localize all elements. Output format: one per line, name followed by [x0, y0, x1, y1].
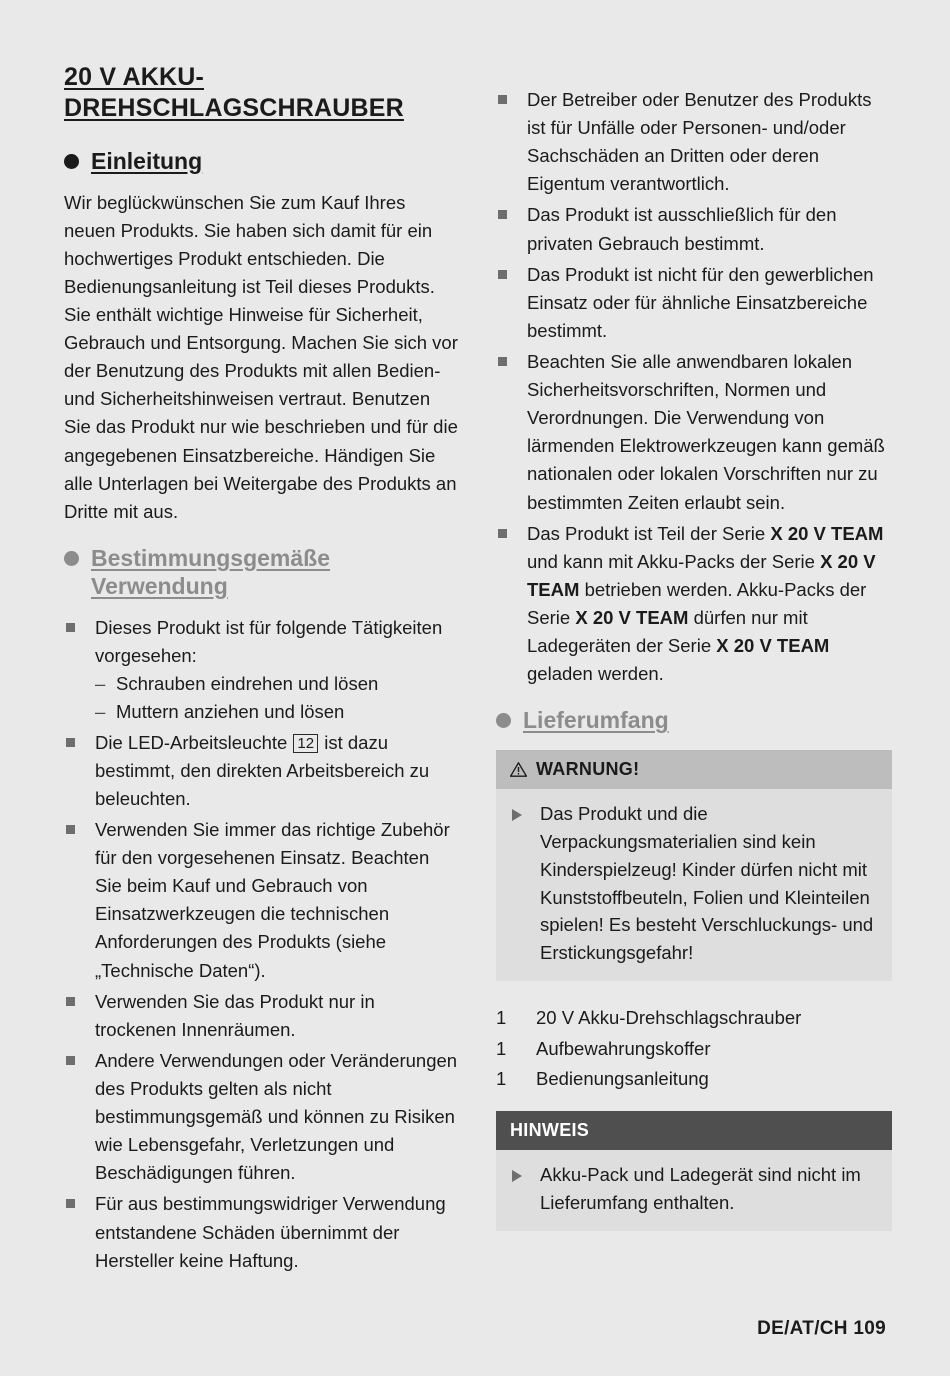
scope-item-qty: 1 [496, 1037, 507, 1059]
list-item [64, 614, 460, 726]
heading-intended-use-label [91, 544, 330, 600]
list-item-text-part1: Die LED-Arbeitsleuchte [95, 731, 288, 753]
page-title: 20 V AKKU-DREHSCHLAGSCHRAUBER [64, 63, 404, 123]
bullet-dot-icon [64, 551, 79, 566]
series-name-2: X 20 V TEAM [527, 550, 876, 600]
warning-box [496, 750, 892, 981]
scope-item-name: 20 V Akku-Drehschlagschrauber [536, 1006, 802, 1028]
series-text-3: betrieben werden. Akku-Packs der Serie [527, 578, 867, 628]
table-row [496, 1003, 801, 1034]
series-text-2: und kann mit Akku-Packs der Serie [527, 550, 815, 572]
notice-box [496, 1111, 892, 1231]
list-item: Akku-Pack und Ladegerät sind nicht im Lieferumfang enthalten. [510, 1161, 878, 1217]
list-item-text: Dieses Produkt ist für folgende Tätigkeiten vorgesehen: [95, 616, 443, 667]
warning-box-header [496, 750, 892, 789]
list-item [64, 729, 460, 813]
part-reference-box: 12 [293, 734, 318, 753]
heading-intended-use-line2: Verwendung [91, 572, 228, 599]
table-row [496, 1034, 801, 1065]
warning-list [510, 800, 878, 967]
page-footer: DE/AT/CH 109 [757, 1318, 886, 1339]
list-item [496, 520, 892, 689]
series-name-1: X 20 V TEAM [770, 522, 884, 544]
scope-item-qty: 1 [496, 1068, 507, 1090]
intended-use-sublist [95, 670, 460, 726]
heading-einleitung-label: Einleitung [91, 147, 203, 174]
list-item: Der Betreiber oder Benutzer des Produkts ist für Unfälle oder Personen- und/oder Sachschäden an Dritten oder deren Eigentum verantwortlich. [496, 86, 892, 198]
notice-box-label: HINWEIS [510, 1120, 590, 1141]
right-column [496, 62, 892, 1231]
warning-box-label: WARNUNG! [536, 759, 640, 780]
list-item: Verwenden Sie das Produkt nur in trockenen Innenräumen. [64, 988, 460, 1044]
list-item: Das Produkt ist ausschließlich für den privaten Gebrauch bestimmt. [496, 201, 892, 257]
scope-item-name: Bedienungsanleitung [536, 1068, 709, 1090]
series-text-1: Das Produkt ist Teil der Serie [527, 522, 766, 544]
heading-einleitung [64, 147, 460, 175]
series-text-5: geladen werden. [527, 663, 664, 685]
list-item: Das Produkt und die Verpackungsmaterialien sind kein Kinderspielzeug! Kinder dürfen nicht mit Kunststoffbeuteln, Folien und Kleinteilen spielen! Es besteht Verschluckungs- und Erstickungsgefahr! [510, 800, 878, 967]
list-item: Für aus bestimmungswidriger Verwendung entstandene Schäden übernimmt der Hersteller keine Haftung. [64, 1190, 460, 1274]
series-name-3: X 20 V TEAM [575, 606, 689, 628]
list-item: Das Produkt ist nicht für den gewerblichen Einsatz oder für ähnliche Einsatzbereiche bestimmt. [496, 261, 892, 345]
series-text-4: dürfen nur mit Ladegeräten der Serie [527, 606, 808, 657]
left-column [64, 62, 460, 1279]
notice-box-header [496, 1111, 892, 1150]
scope-of-delivery-table [496, 1003, 801, 1095]
scope-item-qty: 1 [496, 1006, 507, 1028]
list-item: – Schrauben eindrehen und lösen [95, 670, 460, 698]
heading-lieferumfang-label: Lieferumfang [523, 707, 669, 734]
heading-bestimmungsgemaesse-verwendung [64, 544, 460, 600]
series-name-4: X 20 V TEAM [716, 635, 830, 657]
list-item: Verwenden Sie immer das richtige Zubehör für den vorgesehenen Einsatz. Beachten Sie beim Kauf und Gebrauch von Einsatzwerkzeugen die technischen Anforderungen des Produkts (siehe „Technische Daten“). [64, 816, 460, 985]
list-item: Beachten Sie alle anwendbaren lokalen Sicherheitsvorschriften, Normen und Verordnungen. Die Verwendung von lärmenden Elektrowerkzeugen kann gemäß nationalen oder lokalen Vorschriften nur zu bestimmten Zeiten erlaubt sein. [496, 348, 892, 517]
intended-use-list-continued [496, 86, 892, 688]
intended-use-list [64, 614, 460, 1275]
intro-paragraph: Wir beglückwünschen Sie zum Kauf Ihres neuen Produkts. Sie haben sich damit für ein hochwertiges Produkt entschieden. Die Bedienungsanleitung ist Teil dieses Produkts. Sie enthält wichtige Hinweise für Sicherheit, Gebrauch und Entsorgung. Machen Sie sich vor der Benutzung des Produkts mit allen Bedien- und Sicherheitshinweisen vertraut. Benutzen Sie das Produkt nur wie beschrieben und für die angegebenen Einsatzbereiche. Händigen Sie alle Unterlagen bei Weitergabe des Produkts an Dritte mit aus. [64, 191, 458, 522]
bullet-dot-icon [64, 154, 79, 169]
warning-triangle-icon [510, 762, 527, 777]
page-columns [64, 62, 886, 1279]
heading-intended-use-line1: Bestimmungsgemäße [91, 544, 331, 571]
list-item-text-part2: ist dazu bestimmt, den direkten Arbeitsbereich zu beleuchten. [95, 731, 430, 809]
bullet-dot-icon [496, 713, 511, 728]
table-row [496, 1064, 801, 1095]
notice-box-body [496, 1150, 892, 1231]
notice-list [510, 1161, 878, 1217]
list-item: Andere Verwendungen oder Veränderungen des Produkts gelten als nicht bestimmungsgemäß und können zu Risiken wie Lebensgefahr, Verletzungen und Beschädigungen führen. [64, 1047, 460, 1188]
heading-lieferumfang [496, 706, 892, 734]
warning-box-body [496, 789, 892, 981]
scope-item-name: Aufbewahrungskoffer [536, 1037, 711, 1059]
list-item: – Muttern anziehen und lösen [95, 698, 460, 726]
